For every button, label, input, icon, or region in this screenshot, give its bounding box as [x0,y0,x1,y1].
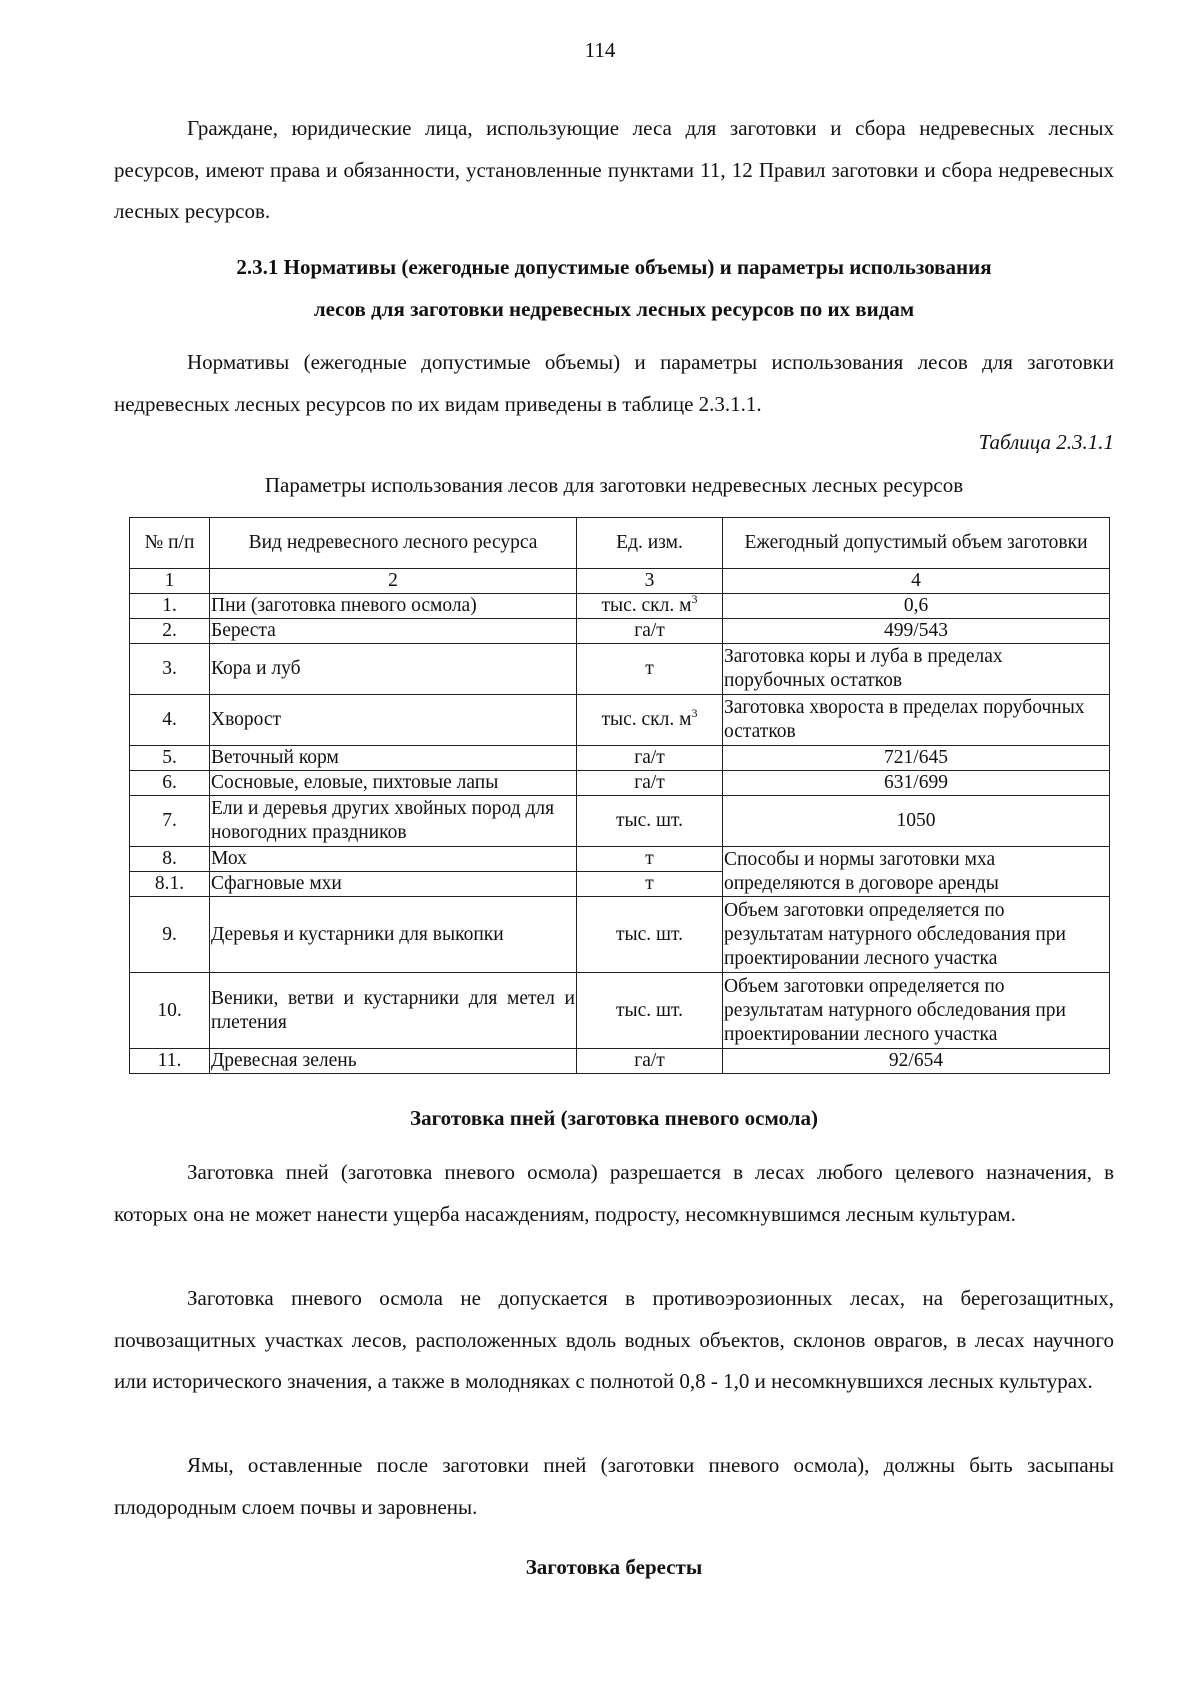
table-row [130,796,1110,847]
intro-paragraph: Граждане, юридические лица, использующие леса для заготовки и сбора недревесных лесных ресурсов, имеют права и обязанности, установленные пунктами 11, 12 Правил заготовки и сбора недревесных лесных ресурсов. [114,116,1114,223]
row-number: 1. [130,594,210,619]
row-resource: Хворост [210,695,577,746]
header-number: № п/п [130,518,210,569]
row-number: 4. [130,695,210,746]
row-number: 3. [130,644,210,695]
stumps-paragraph-3: Ямы, оставленные после заготовки пней (заготовки пневого осмола), должны быть засыпаны плодородным слоем почвы и заровнены. [114,1453,1114,1519]
row-number: 5. [130,746,210,771]
table-row [130,973,1110,1049]
table-row [130,619,1110,644]
row-unit: га/т [577,746,723,771]
row-resource: Сфагновые мхи [210,872,577,897]
section-heading-line1: 2.3.1 Нормативы (ежегодные допустимые объемы) и параметры использования [236,255,992,279]
column-number: 3 [577,569,723,594]
row-number: 8.1. [130,872,210,897]
section-heading-line2: лесов для заготовки недревесных лесных ресурсов по их видам [313,297,915,321]
row-unit: т [577,847,723,872]
row-number: 8. [130,847,210,872]
row-unit: тыс. шт. [577,796,723,847]
table-row [130,644,1110,695]
row-number: 6. [130,771,210,796]
row-resource: Пни (заготовка пневого осмола) [210,594,577,619]
header-resource: Вид недревесного лесного ресурса [210,518,577,569]
unit-text: тыс. скл. м [601,709,692,730]
row-resource: Веточный корм [210,746,577,771]
unit-text: тыс. скл. м [601,595,692,616]
row-unit: т [577,644,723,695]
column-number: 4 [723,569,1110,594]
section-paragraph: Нормативы (ежегодные допустимые объемы) и параметры использования лесов для заготовки недревесных лесных ресурсов по их видам приведены в таблице 2.3.1.1. [114,350,1114,416]
column-number: 2 [210,569,577,594]
header-volume: Ежегодный допустимый объем заготовки [723,518,1110,569]
subheading-birch-bark: Заготовка бересты [525,1555,703,1579]
row-number: 7. [130,796,210,847]
row-volume: 1050 [723,796,1110,847]
row-volume: Заготовка коры и луба в пределах порубочных остатков [723,644,1110,695]
row-number: 10. [130,973,210,1049]
table-reference: Таблица 2.3.1.1 [978,430,1114,454]
table-row [130,594,1110,619]
stumps-paragraph-1: Заготовка пней (заготовка пневого осмола) разрешается в лесах любого целевого назначения, в которых она не может нанести ущерба насаждениям, подросту, несомкнувшимся лесным культурам. [114,1160,1114,1226]
row-resource: Береста [210,619,577,644]
unit-superscript: 3 [691,706,698,720]
row-unit: т [577,872,723,897]
row-resource: Мох [210,847,577,872]
row-resource: Деревья и кустарники для выкопки [210,897,577,973]
table-row [130,847,1110,872]
row-resource: Веники, ветви и кустарники для метел и плетения [210,973,577,1049]
column-number: 1 [130,569,210,594]
row-resource: Кора и луб [210,644,577,695]
row-resource: Ели и деревья других хвойных пород для новогодних праздников [210,796,577,847]
row-number: 11. [130,1049,210,1074]
table-row [130,746,1110,771]
row-volume: 499/543 [723,619,1110,644]
row-volume: Объем заготовки определяется по результатам натурного обследования при проектировании лесного участка [723,973,1110,1049]
parameters-table [129,517,1110,1074]
row-volume: 631/699 [723,771,1110,796]
header-unit: Ед. изм. [577,518,723,569]
stumps-paragraph-2: Заготовка пневого осмола не допускается в противоэрозионных лесах, на берегозащитных, почвозащитных участках лесов, расположенных вдоль водных объектов, склонов оврагов, в лесах научного или исторического значения, а также в молодняках с полнотой 0,8 - 1,0 и несомкнувшихся лесных культурах. [114,1286,1114,1393]
row-unit [577,695,723,746]
row-volume: Заготовка хвороста в пределах порубочных остатков [723,695,1110,746]
row-volume: 92/654 [723,1049,1110,1074]
row-volume: Способы и нормы заготовки мха определяются в договоре аренды [723,847,1110,897]
row-volume: 0,6 [723,594,1110,619]
row-unit: тыс. шт. [577,973,723,1049]
table-header-row [130,518,1110,569]
column-number-row [130,569,1110,594]
table-row [130,897,1110,973]
row-volume: Объем заготовки определяется по результатам натурного обследования при проектировании лесного участка [723,897,1110,973]
table-caption: Параметры использования лесов для заготовки недревесных лесных ресурсов [264,473,964,497]
row-resource: Древесная зелень [210,1049,577,1074]
row-volume: 721/645 [723,746,1110,771]
table-row [130,771,1110,796]
row-number: 9. [130,897,210,973]
row-unit: тыс. шт. [577,897,723,973]
table-row [130,1049,1110,1074]
table-row [130,695,1110,746]
row-unit: га/т [577,771,723,796]
row-unit [577,594,723,619]
row-unit: га/т [577,619,723,644]
row-resource: Сосновые, еловые, пихтовые лапы [210,771,577,796]
row-number: 2. [130,619,210,644]
row-unit: га/т [577,1049,723,1074]
unit-superscript: 3 [691,592,698,606]
subheading-stumps: Заготовка пней (заготовка пневого осмола) [410,1106,818,1130]
page-number: 114 [584,38,616,62]
